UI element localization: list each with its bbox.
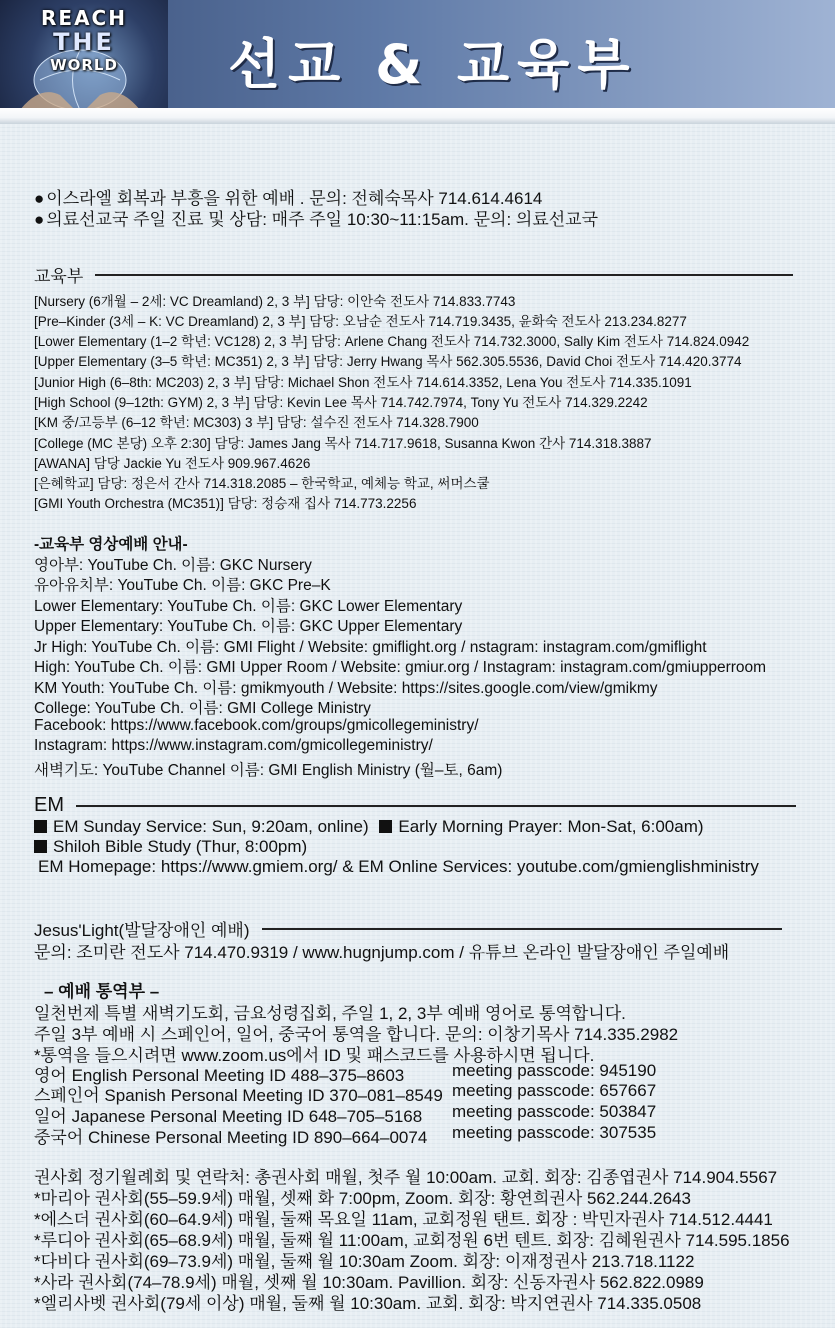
mission-item-text: 이스라엘 회복과 부흥을 위한 예배 . 문의: 전혜숙목사 714.614.4614 — [46, 189, 543, 208]
education-line: [College (MC 본당) 오후 2:30] 담당: James Jang 목사 714.717.9618, Susanna Kwon 간사 714.318.3887 — [34, 436, 652, 451]
em-items-row — [34, 817, 704, 837]
deaconess-line: *엘리사벳 권사회(79세 이상) 매월, 둘째 월 10:30am. 교회. 회장: 박지연권사 714.335.0508 — [34, 1294, 702, 1313]
video-heading: -교육부 영상예배 안내- — [34, 536, 188, 553]
video-line: College: YouTube Ch. 이름: GMI College Ministry — [34, 700, 371, 717]
square-bullet-icon — [379, 820, 392, 833]
video-line: 새벽기도: YouTube Channel 이름: GMI English Ministry (월–토, 6am) — [34, 762, 503, 779]
interpretation-line: 일천번제 특별 새벽기도회, 금요성령집회, 주일 1, 2, 3부 예배 영어로 통역합니다. — [34, 1004, 626, 1023]
education-line: [은혜학교] 담당: 정은서 간사 714.318.2085 – 한국학교, 예체능 학교, 써머스쿨 — [34, 476, 490, 491]
em-item: Shiloh Bible Study (Thur, 8:00pm) — [53, 837, 308, 856]
video-line: KM Youth: YouTube Ch. 이름: gmikmyouth / Website: https://sites.google.com/view/gmikmy — [34, 680, 658, 697]
deaconess-line: *에스더 권사회(60–64.9세) 매월, 둘째 목요일 11am, 교회정원 탠트. 회장 : 박민자권사 714.512.4441 — [34, 1210, 773, 1229]
page-title: 선교 & 교육부 — [228, 33, 638, 96]
deaconess-line: 권사회 정기월례회 및 연락처: 총권사회 매월, 첫주 월 10:00am. 교회. 회장: 김종엽권사 714.904.5567 — [34, 1168, 778, 1187]
education-line: [GMI Youth Orchestra (MC351)] 담당: 정승재 집사 714.773.2256 — [34, 496, 417, 511]
interpretation-heading: – 예배 통역부 – — [44, 982, 160, 1001]
education-line: [Upper Elementary (3–5 학년: MC351) 2, 3 부] 담당: Jerry Hwang 목사 562.305.5536, David Choi 전도사 714.420.3774 — [34, 354, 742, 369]
meeting-id: 스페인어 Spanish Personal Meeting ID 370–081–8549 — [34, 1086, 443, 1105]
education-line: [KM 중/고등부 (6–12 학년: MC303) 3 부] 담당: 설수진 전도사 714.328.7900 — [34, 415, 479, 430]
em-heading — [34, 794, 796, 817]
meeting-passcode: meeting passcode: 945190 — [452, 1061, 657, 1080]
mission-item: ● 의료선교국 주일 진료 및 상담: 매주 주일 10:30~11:15am. 문의: 의료선교국 — [34, 210, 599, 229]
header-banner — [0, 0, 835, 108]
education-line: [AWANA] 담당 Jackie Yu 전도사 909.967.4626 — [34, 456, 311, 471]
square-bullet-icon — [34, 820, 47, 833]
video-line: Lower Elementary: YouTube Ch. 이름: GKC Lower Elementary — [34, 598, 463, 615]
meeting-passcode: meeting passcode: 657667 — [452, 1081, 657, 1100]
meeting-passcode: meeting passcode: 307535 — [452, 1123, 657, 1142]
logo-text-the: THE — [53, 28, 115, 56]
logo-text-reach: REACH — [41, 6, 127, 30]
logo-text-world: WORLD — [50, 56, 118, 74]
jesus-light-heading-text: Jesus'Light(발달장애인 예배) — [34, 921, 250, 940]
education-line: [Nursery (6개월 – 2세: VC Dreamland) 2, 3 부] 담당: 이안숙 전도사 714.833.7743 — [34, 294, 516, 309]
square-bullet-icon — [34, 840, 47, 853]
em-items-row — [34, 837, 307, 857]
em-item: EM Sunday Service: Sun, 9:20am, online) — [53, 817, 369, 836]
reach-the-world-logo — [0, 0, 168, 108]
interpretation-line: *통역을 들으시려면 www.zoom.us에서 ID 및 패스코드를 사용하시면 됩니다. — [34, 1046, 595, 1065]
section-rule — [95, 274, 793, 276]
video-line: 영아부: YouTube Ch. 이름: GKC Nursery — [34, 557, 312, 574]
meeting-id: 중국어 Chinese Personal Meeting ID 890–664–0074 — [34, 1128, 428, 1147]
education-line: [Pre–Kinder (3세 – K: VC Dreamland) 2, 3 부] 담당: 오남순 전도사 714.719.3435, 윤화숙 전도사 213.234.8277 — [34, 314, 687, 329]
video-line: Upper Elementary: YouTube Ch. 이름: GKC Upper Elementary — [34, 618, 463, 635]
video-line: 유아유치부: YouTube Ch. 이름: GKC Pre–K — [34, 577, 331, 594]
em-homepage: EM Homepage: https://www.gmiem.org/ & EM Online Services: youtube.com/gmienglishministry — [38, 857, 759, 876]
deaconess-line: *사라 권사회(74–78.9세) 매월, 셋째 월 10:30am. Pavillion. 회장: 신동자권사 562.822.0989 — [34, 1273, 704, 1292]
video-line: Jr High: YouTube Ch. 이름: GMI Flight / Website: gmiflight.org / nstagram: instagram.com/gmiflight — [34, 639, 707, 656]
video-line: Facebook: https://www.facebook.com/groups/gmicollegeministry/ — [34, 717, 479, 734]
deaconess-line: *마리아 권사회(55–59.9세) 매월, 셋째 화 7:00pm, Zoom. 회장: 황연희권사 562.244.2643 — [34, 1189, 691, 1208]
jesus-light-contact: 문의: 조미란 전도사 714.470.9319 / www.hugnjump.com / 유튜브 온라인 발달장애인 주일예배 — [34, 943, 730, 962]
education-heading — [34, 262, 793, 287]
meeting-id: 영어 English Personal Meeting ID 488–375–8603 — [34, 1066, 405, 1085]
interpretation-line: 주일 3부 예배 시 스페인어, 일어, 중국어 통역을 합니다. 문의: 이창기목사 714.335.2982 — [34, 1025, 679, 1044]
section-rule — [262, 928, 782, 930]
education-line: [High School (9–12th: GYM) 2, 3 부] 담당: Kevin Lee 목사 714.742.7974, Tony Yu 전도사 714.329.2242 — [34, 395, 648, 410]
em-heading-text: EM — [34, 794, 64, 816]
em-item: Early Morning Prayer: Mon-Sat, 6:00am) — [398, 817, 704, 836]
header-divider — [0, 108, 835, 124]
education-line: [Junior High (6–8th: MC203) 2, 3 부] 담당: Michael Shon 전도사 714.614.3352, Lena You 전도사 714.335.1091 — [34, 375, 692, 390]
deaconess-line: *루디아 권사회(65–68.9세) 매월, 둘째 월 11:00am, 교회정원 6번 텐트. 회장: 김혜원권사 714.595.1856 — [34, 1231, 790, 1250]
meeting-passcode: meeting passcode: 503847 — [452, 1102, 657, 1121]
section-rule — [76, 805, 796, 807]
video-line: Instagram: https://www.instagram.com/gmicollegeministry/ — [34, 737, 433, 754]
mission-item-text: 의료선교국 주일 진료 및 상담: 매주 주일 10:30~11:15am. 문의: 의료선교국 — [46, 210, 599, 229]
education-heading-text: 교육부 — [34, 267, 84, 286]
mission-item: ● 이스라엘 회복과 부흥을 위한 예배 . 문의: 전혜숙목사 714.614.4614 — [34, 189, 543, 208]
video-line: High: YouTube Ch. 이름: GMI Upper Room / Website: gmiur.org / Instagram: instagram.com/gmiupperroom — [34, 659, 767, 676]
meeting-id: 일어 Japanese Personal Meeting ID 648–705–5168 — [34, 1107, 423, 1126]
deaconess-line: *다비다 권사회(69–73.9세) 매월, 둘째 월 10:30am Zoom. 회장: 이재정권사 213.718.1122 — [34, 1252, 695, 1271]
education-line: [Lower Elementary (1–2 학년: VC128) 2, 3 부] 담당: Arlene Chang 전도사 714.732.3000, Sally Kim 전도사 714.824.0942 — [34, 334, 750, 349]
